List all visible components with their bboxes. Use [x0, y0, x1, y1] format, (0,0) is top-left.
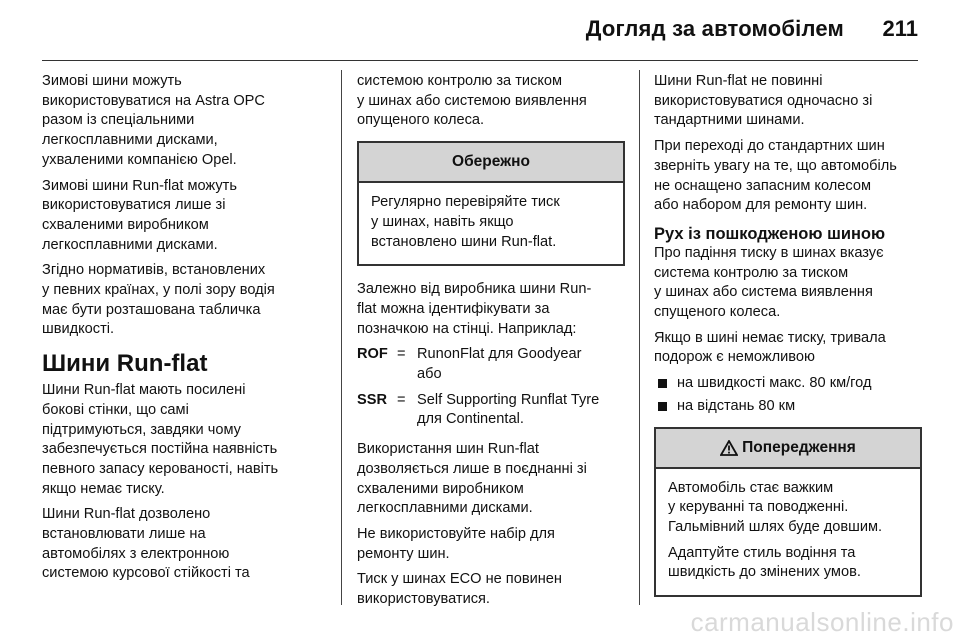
paragraph-winter-tyres-opc: Зимові шини можуть використовуватися на Astra OPC разом із спеціальними легкосплавними дисками, ухваленими компанією Opel. — [42, 73, 265, 168]
warning-text-adapt: Адаптуйте стиль водіння та швидкість до змінених умов. — [668, 544, 861, 581]
header-divider — [42, 60, 918, 61]
warning-header — [656, 429, 920, 469]
paragraph-no-long-trips: Якщо в шині немає тиску, тривала подорож є неможливою — [654, 329, 886, 366]
caution-title: Обережно — [359, 143, 623, 183]
code-label: ROF — [357, 346, 388, 363]
page-number: 211 — [882, 16, 918, 41]
code-row-ssr — [357, 391, 625, 430]
caution-text: Регулярно перевіряйте тиск у шинах, навіть якщо встановлено шини Run-flat. — [371, 194, 560, 250]
column-1 — [42, 72, 328, 590]
warning-text-handling: Автомобіль стає важким у керуванні та поводженні. Гальмівний шлях буде довшим. — [668, 479, 883, 535]
paragraph-runflat-sidewalls: Шини Run-flat мають посилені бокові стінки, що самі підтримуються, завдяки чому забезпечується постійна наявність певного запасу керованості, навіть якщо немає тиску. — [42, 382, 279, 497]
heading-damaged-tyre: Рух із пошкодженою шиною — [654, 224, 886, 243]
column-2 — [357, 72, 625, 616]
code-equals: = — [397, 346, 406, 363]
paragraph-no-repair-kit: Не використовуйте набір для ремонту шин. — [357, 525, 555, 562]
paragraph-alloy-only: Використання шин Run-flat дозволяється лише в поєднанні зі схваленими виробником легкосплавними дисками. — [357, 441, 587, 517]
code-equals: = — [397, 391, 406, 408]
paragraph-switching-tyres: При переході до стандартних шин зверніть увагу на те, що автомобіль не оснащено запасним колесом або набором для ремонту шин. — [654, 138, 897, 214]
column-3 — [654, 72, 922, 611]
paragraph-runflat-esc: Шини Run-flat дозволено встановлювати лише на автомобілях з електронною системою курсової стійкості та — [42, 506, 250, 582]
warning-box — [654, 427, 922, 598]
column-divider-2 — [639, 70, 640, 605]
code-row-rof — [357, 345, 625, 384]
page-header — [0, 0, 960, 62]
code-description: Self Supporting Runflat Tyre для Continental. — [417, 391, 600, 428]
paragraph-identification: Залежно від виробника шини Run- flat можна ідентифікувати за позначкою на стінці. Наприклад: — [357, 281, 592, 337]
list-item — [654, 397, 922, 417]
warning-triangle-icon — [720, 440, 738, 456]
paragraph-speed-label: Згідно нормативів, встановлених у певних країнах, у полі зору водія має бути розташована табличка швидкості. — [42, 262, 275, 338]
paragraph-tpms: системою контролю за тиском у шинах або системою виявлення опущеного колеса. — [357, 73, 587, 129]
warning-title: Попередження — [742, 438, 856, 456]
watermark: carmanualsonline.info — [690, 607, 954, 637]
list-item-text: на швидкості макс. 80 км/год — [677, 375, 872, 392]
code-description: RunonFlat для Goodyear або — [417, 346, 582, 383]
list-item — [654, 374, 922, 394]
caution-box — [357, 141, 625, 266]
heading-runflat-tyres: Шини Run-flat — [42, 350, 208, 378]
paragraph-eco-pressure: Тиск у шинах ECO не повинен використовуватися. — [357, 571, 562, 608]
bullet-square-icon — [658, 402, 667, 411]
paragraph-pressure-drop: Про падіння тиску в шинах вказує система контролю за тиском у шинах або система виявлення спущеного колеса. — [654, 244, 884, 321]
paragraph-no-mixing: Шини Run-flat не повинні використовуватися одночасно зі тандартними шинами. — [654, 73, 873, 129]
bullet-square-icon — [658, 379, 667, 388]
paragraph-winter-runflat: Зимові шини Run-flat можуть використовуватися лише зі схваленими виробником легкосплавними дисками. — [42, 177, 237, 253]
column-divider-1 — [341, 70, 342, 605]
list-item-text: на відстань 80 км — [677, 397, 796, 414]
code-label: SSR — [357, 391, 388, 408]
section-title: Догляд за автомобілем — [585, 16, 844, 41]
